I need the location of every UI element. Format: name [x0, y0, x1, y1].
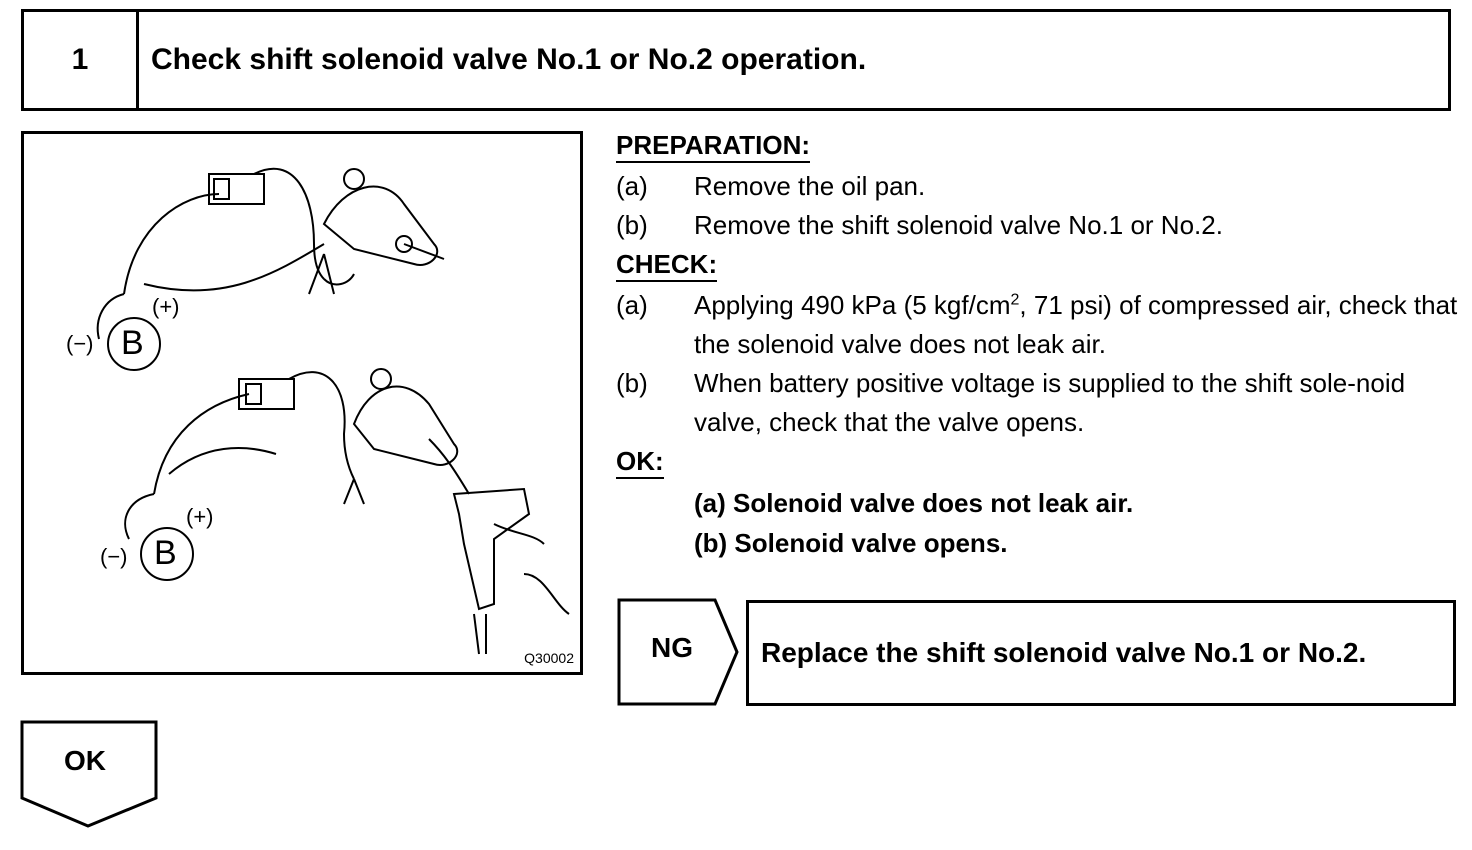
ng-label: NG	[651, 632, 693, 663]
positive-terminal-label: (+)	[186, 504, 214, 529]
superscript: 2	[1010, 291, 1020, 309]
negative-terminal-label: (−)	[100, 544, 128, 569]
battery-symbol: B	[154, 534, 177, 572]
solenoid-drawing	[24, 134, 580, 672]
negative-terminal-label: (−)	[66, 331, 94, 356]
item-text: Remove the shift solenoid valve No.1 or No.2.	[694, 210, 1223, 240]
item-label: (b)	[616, 210, 648, 240]
step-title: Check shift solenoid valve No.1 or No.2 operation.	[151, 43, 867, 76]
item-label: (b)	[616, 368, 648, 398]
item-text: Remove the oil pan.	[694, 171, 926, 201]
preparation-heading: PREPARATION:	[616, 130, 810, 163]
item-text	[694, 286, 1462, 364]
check-item	[616, 286, 1462, 364]
solenoid-illustration	[21, 131, 583, 675]
ok-arrow-label: OK	[64, 745, 106, 776]
item-text-part: , 71 psi) of compressed air, check that the solenoid valve does not leak air.	[694, 290, 1458, 359]
figure-code: Q30002	[524, 650, 574, 666]
item-label: (a)	[616, 290, 648, 320]
ok-criterion: (b) Solenoid valve opens.	[694, 528, 1008, 558]
ok-criterion: (a) Solenoid valve does not leak air.	[694, 488, 1134, 518]
ng-remedy: Replace the shift solenoid valve No.1 or No.2.	[746, 600, 1456, 706]
battery-symbol: B	[121, 324, 144, 362]
item-label: (a)	[616, 171, 648, 201]
preparation-item	[616, 206, 1462, 245]
preparation-item	[616, 167, 1462, 206]
ok-heading: OK:	[616, 446, 664, 479]
step-number: 1	[24, 12, 139, 108]
check-item	[616, 364, 1462, 442]
item-text: When battery positive voltage is supplied to the shift sole-noid valve, check that the valve opens.	[694, 368, 1406, 437]
procedure-text	[616, 126, 1462, 563]
ok-criteria	[616, 483, 1462, 563]
step-header	[21, 9, 1451, 111]
check-heading: CHECK:	[616, 249, 717, 282]
item-text-part: Applying 490 kPa (5 kgf/cm	[694, 290, 1011, 320]
positive-terminal-label: (+)	[152, 294, 180, 319]
